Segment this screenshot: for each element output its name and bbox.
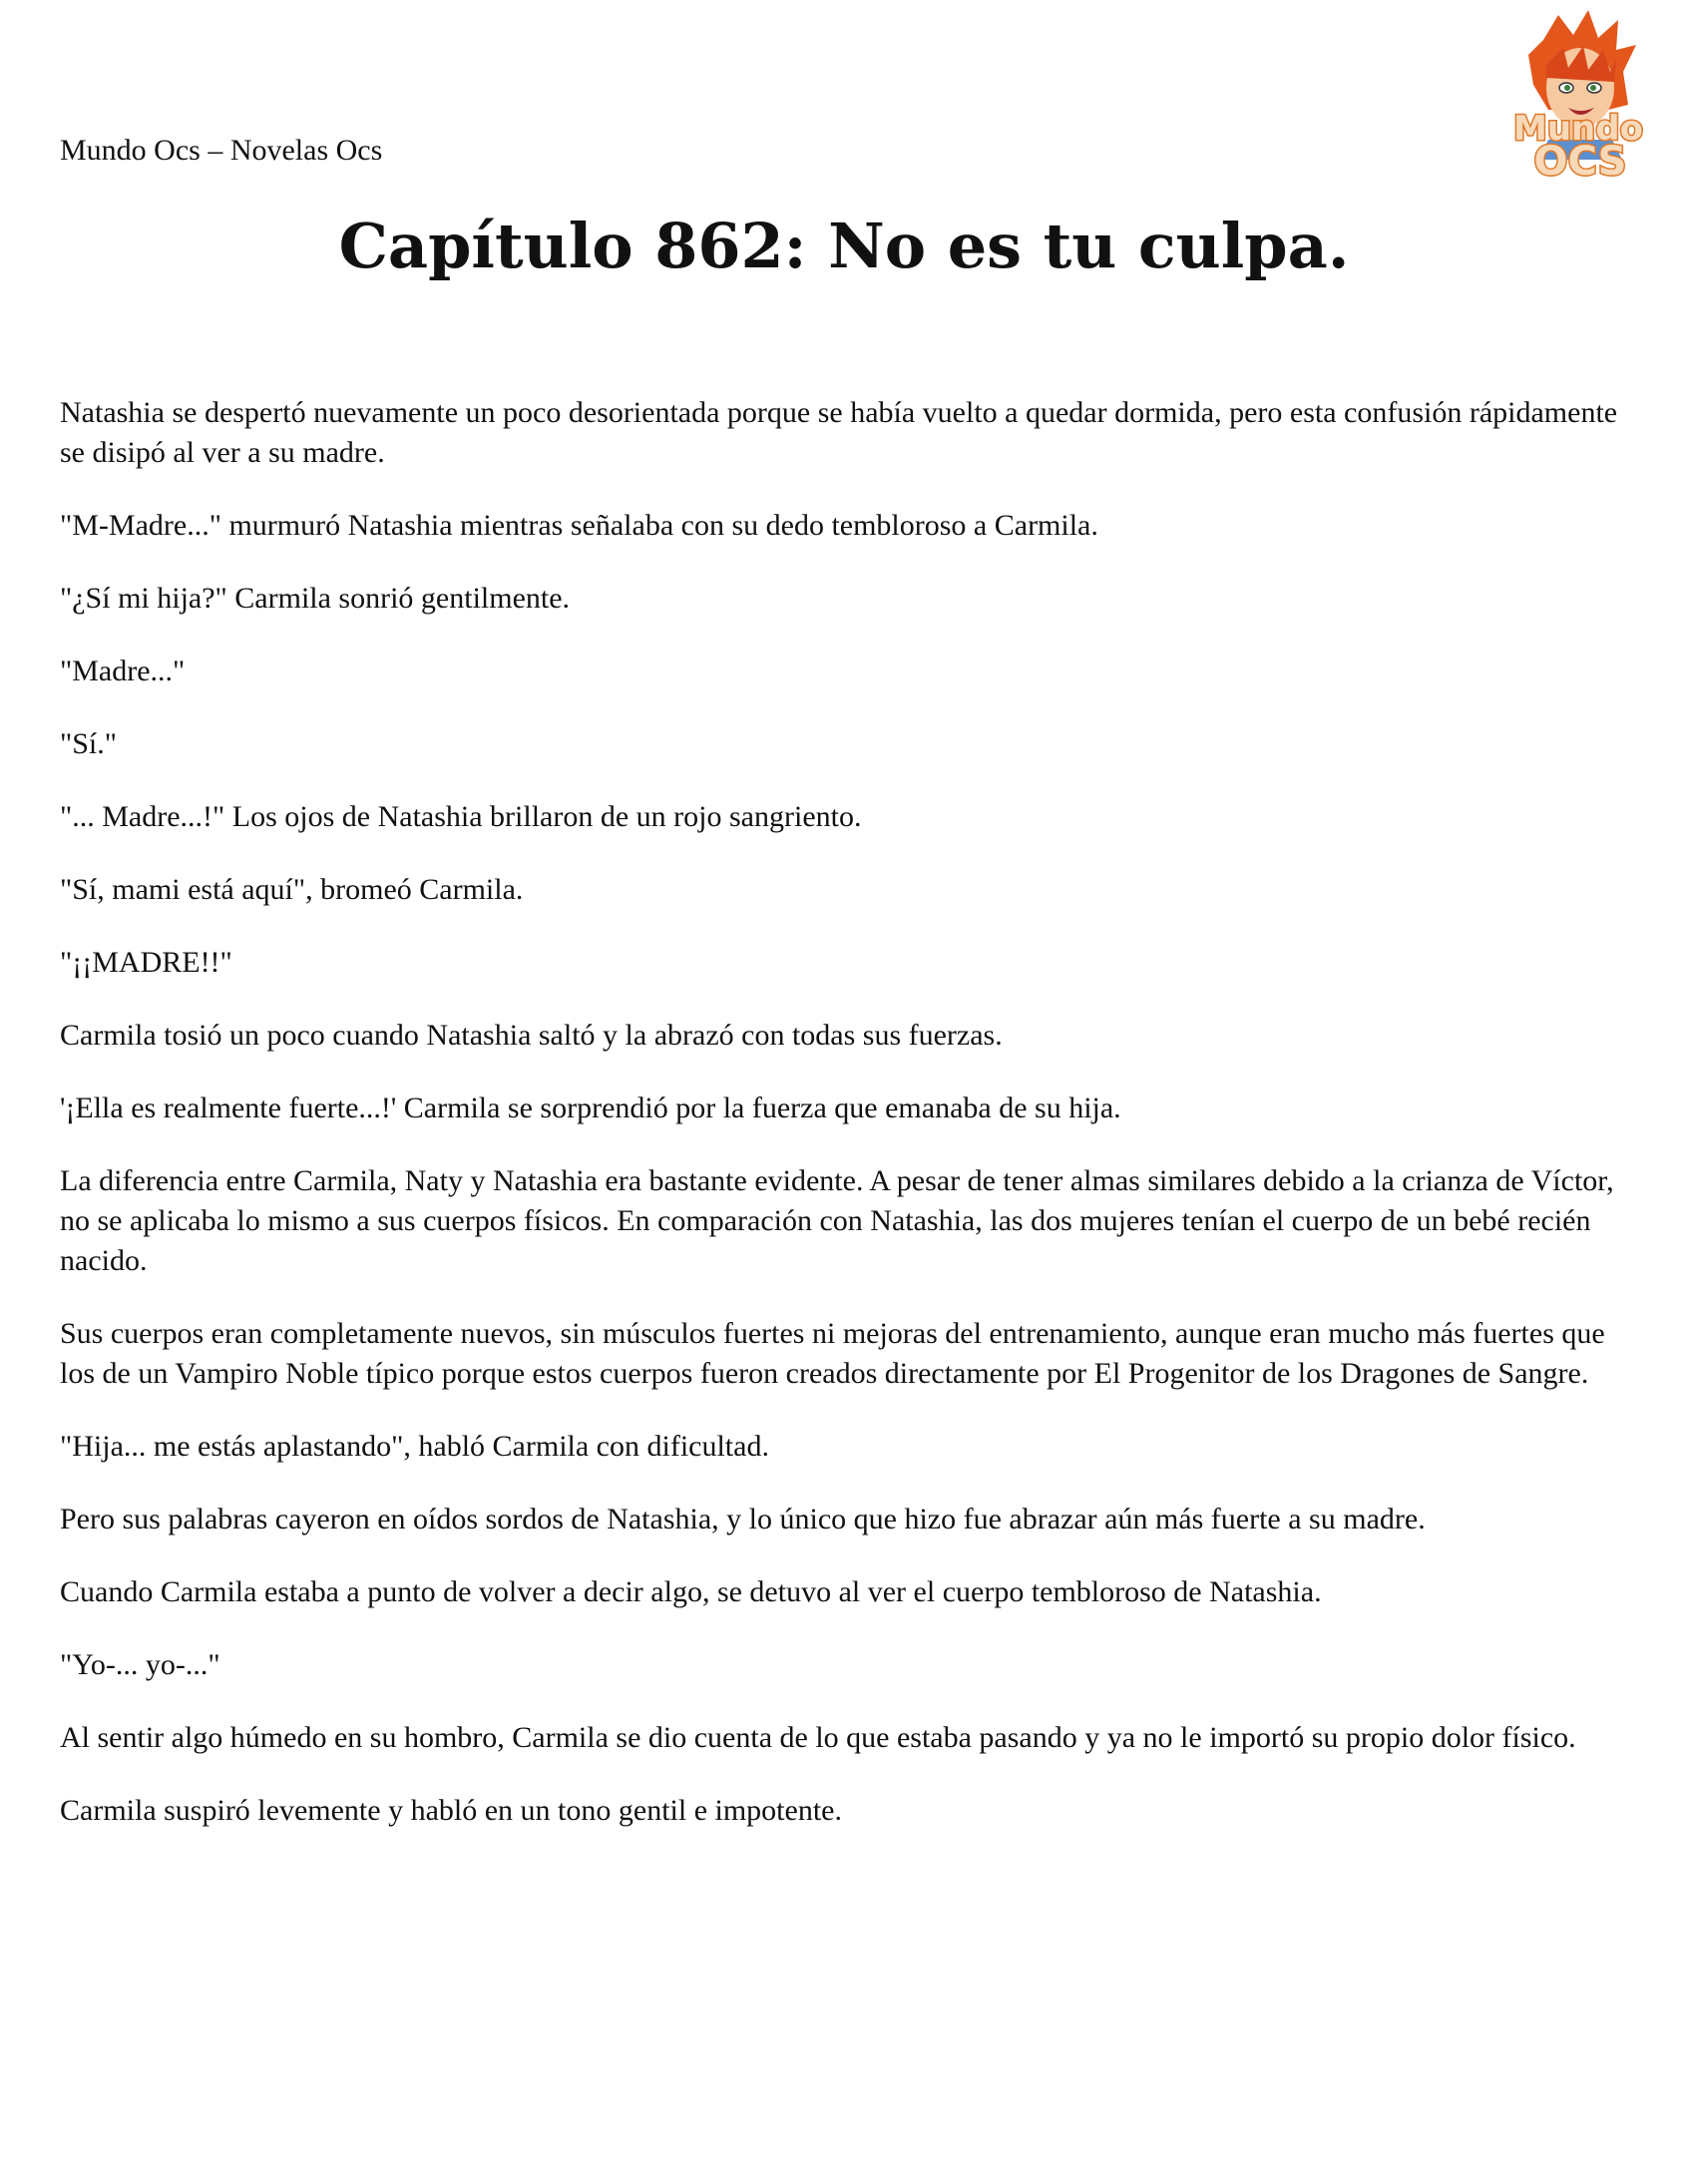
paragraph: Carmila suspiró levemente y habló en un tono gentil e impotente. [60,1794,842,1827]
paragraph: "Hija... me estás aplastando", habló Carmila con dificultad. [60,1430,769,1463]
paragraph: "¿Sí mi hija?" Carmila sonrió gentilmente. [60,582,571,615]
paragraph: "Sí." [60,727,118,760]
paragraph: "Madre..." [60,655,186,687]
paragraph: Cuando Carmila estaba a punto de volver a decir algo, se detuvo al ver el cuerpo tembloroso de Natashia. [60,1575,1322,1608]
paragraph: Pero sus palabras cayeron en oídos sordos de Natashia, y lo único que hizo fue abrazar aún más fuerte a su madre. [60,1503,1426,1535]
paragraph: La diferencia entre Carmila, Naty y Natashia era bastante evidente. A pesar de tener almas similares debido a la crianza de Víctor, no se aplicaba lo mismo a sus cuerpos físicos. En comparación con Natashia, las dos mujeres tenían el cuerpo de un bebé recién nacido. [60,1164,1614,1277]
paragraph: "Sí, mami está aquí", bromeó Carmila. [60,873,524,906]
site-title: Mundo Ocs – Novelas Ocs [60,134,383,167]
paragraph: Al sentir algo húmedo en su hombro, Carmila se dio cuenta de lo que estaba pasando y ya no le importó su propio dolor físico. [60,1721,1576,1754]
paragraph: '¡Ella es realmente fuerte...!' Carmila se sorprendió por la fuerza que emanaba de su hija. [60,1092,1121,1124]
paragraph: "Yo-... yo-..." [60,1648,220,1681]
logo-text-top: Mundo [1513,109,1643,149]
chapter-title: Capítulo 862: No es tu culpa. [338,210,1350,282]
logo-text-bottom: OCS [1533,139,1627,185]
paragraph: "M-Madre..." murmuró Natashia mientras señalaba con su dedo tembloroso a Carmila. [60,509,1098,542]
paragraph: "¡¡MADRE!!" [60,946,232,979]
paragraph: Carmila tosió un poco cuando Natashia saltó y la abrazó con todas sus fuerzas. [60,1019,1003,1052]
mascot-logo-icon [1488,10,1668,185]
chapter-body [60,393,1636,1864]
paragraph: Natashia se despertó nuevamente un poco desorientada porque se había vuelto a quedar dormida, pero esta confusión rápidamente se disipó al ver a su madre. [60,396,1618,469]
paragraph: "... Madre...!" Los ojos de Natashia brillaron de un rojo sangriento. [60,800,862,833]
paragraph: Sus cuerpos eran completamente nuevos, sin músculos fuertes ni mejoras del entrenamiento, aunque eran mucho más fuertes que los de un Vampiro Noble típico porque estos cuerpos fueron creados directamente por El Progenitor de los Dragones de Sangre. [60,1317,1605,1390]
